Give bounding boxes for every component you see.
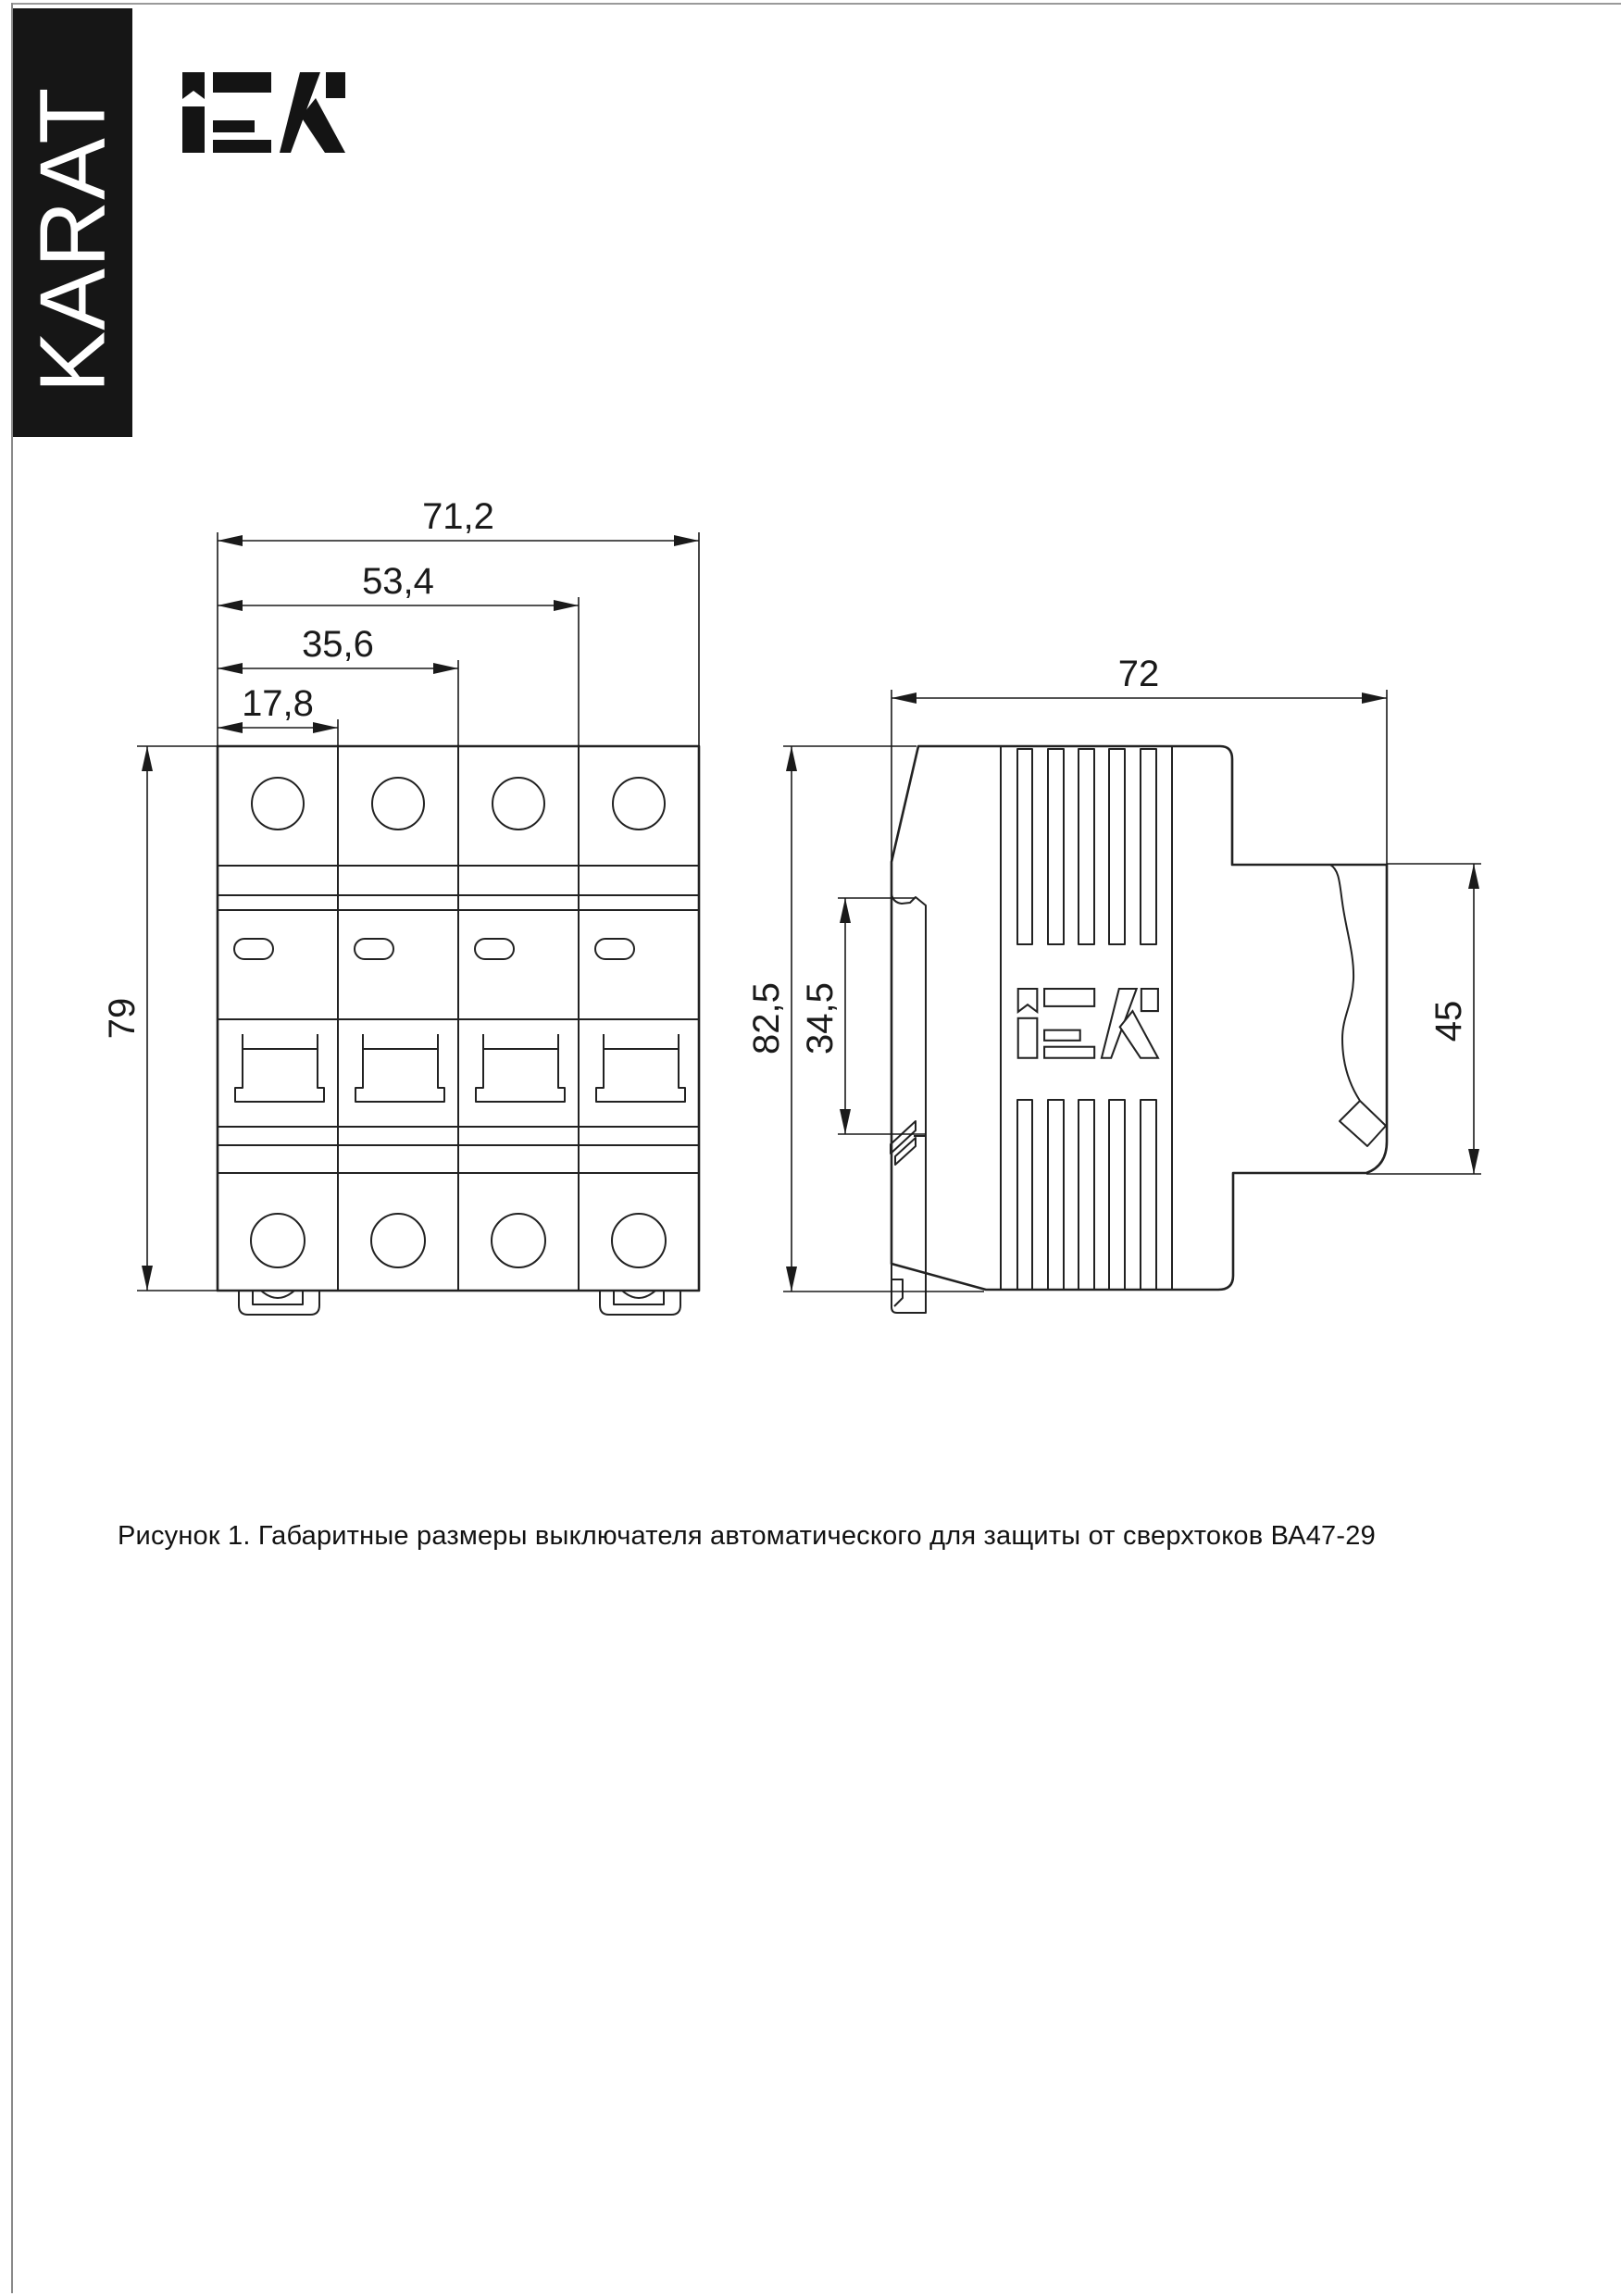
toggle-handles: [235, 1034, 685, 1102]
dim-17-8: 17,8: [242, 683, 314, 724]
front-height-dimension: [102, 746, 218, 1291]
dim-34-5: 34,5: [800, 982, 841, 1054]
dim-79: 79: [102, 997, 143, 1040]
side-height-dimension: [746, 746, 984, 1292]
din-rail-clips: [239, 1291, 680, 1315]
dim-82-5: 82,5: [746, 982, 787, 1054]
side-view: [746, 654, 1481, 1313]
dim-35-6: 35,6: [302, 624, 374, 665]
lower-vent-slots: [1017, 1100, 1156, 1290]
front-width-dimensions: [218, 496, 699, 746]
dim-71-2: 71,2: [422, 496, 494, 537]
iek-logo: [182, 72, 345, 153]
dim-45: 45: [1428, 1000, 1469, 1042]
din-recess-details: [891, 894, 926, 1313]
dim-72: 72: [1117, 654, 1160, 694]
figure-caption: Рисунок 1. Габаритные размеры выключателя автоматического для защиты от сверхтоков ВА47-29: [118, 1521, 1376, 1551]
side-body-outline: [892, 746, 1387, 1290]
dim-53-4: 53,4: [362, 561, 434, 602]
label-windows: [234, 939, 634, 959]
front-view: [102, 496, 699, 1315]
side-depth-dimension: [892, 654, 1387, 865]
rail-recess-dimension: [800, 898, 926, 1134]
toggle-handle-profile: [1330, 865, 1386, 1146]
iek-side-logo: [1018, 989, 1158, 1058]
karat-banner-text: KARAT: [20, 86, 125, 393]
upper-vent-slots: [1017, 749, 1156, 944]
